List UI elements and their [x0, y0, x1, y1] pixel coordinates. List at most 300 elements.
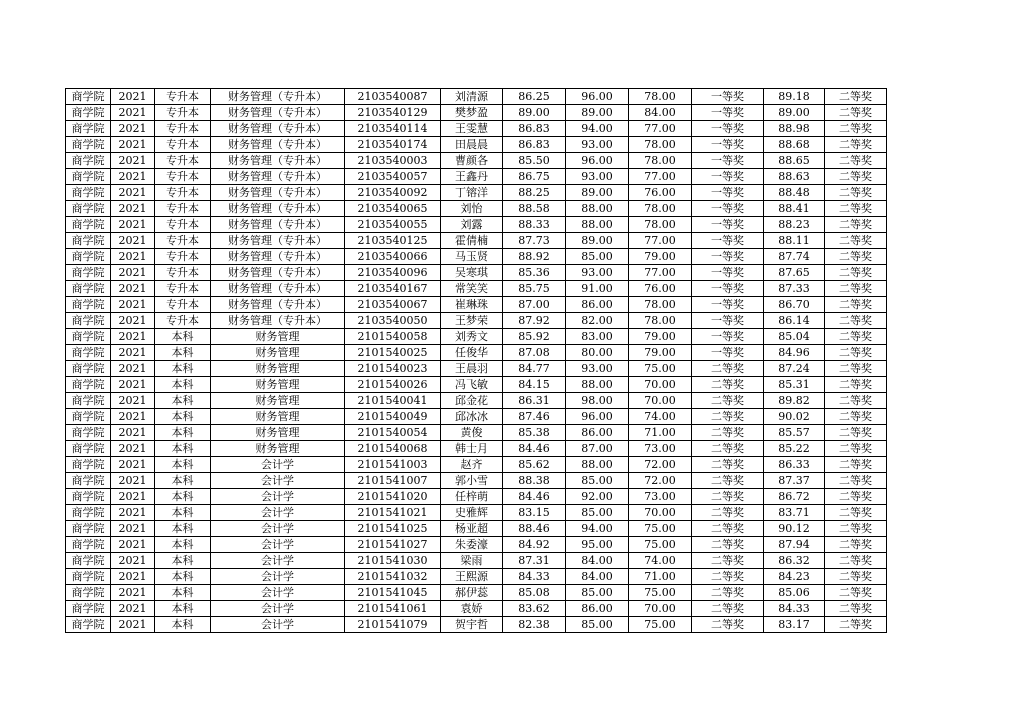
level-cell: 专升本: [155, 185, 211, 201]
score-3-cell: 76.00: [629, 185, 692, 201]
score-2-cell: 88.00: [566, 457, 629, 473]
total-score-cell: 88.23: [764, 217, 825, 233]
name-cell: 刘清源: [441, 89, 503, 105]
score-3-cell: 73.00: [629, 441, 692, 457]
score-2-cell: 84.00: [566, 569, 629, 585]
year-cell: 2021: [111, 537, 155, 553]
name-cell: 任俊华: [441, 345, 503, 361]
major-cell: 财务管理: [211, 425, 345, 441]
score-3-cell: 74.00: [629, 553, 692, 569]
name-cell: 邱冰冰: [441, 409, 503, 425]
college-cell: 商学院: [66, 617, 111, 633]
name-cell: 常笑笑: [441, 281, 503, 297]
student-id-cell: 2103540114: [345, 121, 441, 137]
level-cell: 本科: [155, 377, 211, 393]
college-cell: 商学院: [66, 489, 111, 505]
level-cell: 专升本: [155, 313, 211, 329]
year-cell: 2021: [111, 265, 155, 281]
major-cell: 财务管理（专升本）: [211, 185, 345, 201]
final-award-cell: 二等奖: [825, 169, 887, 185]
major-cell: 会计学: [211, 553, 345, 569]
score-1-cell: 83.62: [503, 601, 566, 617]
student-id-cell: 2101540068: [345, 441, 441, 457]
award-level-cell: 一等奖: [692, 249, 764, 265]
major-cell: 财务管理: [211, 441, 345, 457]
score-2-cell: 83.00: [566, 329, 629, 345]
year-cell: 2021: [111, 121, 155, 137]
award-level-cell: 一等奖: [692, 233, 764, 249]
final-award-cell: 二等奖: [825, 393, 887, 409]
award-level-cell: 一等奖: [692, 329, 764, 345]
total-score-cell: 89.00: [764, 105, 825, 121]
total-score-cell: 88.63: [764, 169, 825, 185]
level-cell: 本科: [155, 585, 211, 601]
student-id-cell: 2103540050: [345, 313, 441, 329]
major-cell: 财务管理（专升本）: [211, 249, 345, 265]
college-cell: 商学院: [66, 185, 111, 201]
major-cell: 财务管理: [211, 377, 345, 393]
name-cell: 杨亚超: [441, 521, 503, 537]
table-row: [66, 409, 887, 425]
year-cell: 2021: [111, 553, 155, 569]
student-id-cell: 2103540003: [345, 153, 441, 169]
score-2-cell: 84.00: [566, 553, 629, 569]
award-level-cell: 二等奖: [692, 521, 764, 537]
score-3-cell: 77.00: [629, 169, 692, 185]
score-3-cell: 70.00: [629, 377, 692, 393]
total-score-cell: 87.24: [764, 361, 825, 377]
total-score-cell: 90.02: [764, 409, 825, 425]
level-cell: 专升本: [155, 249, 211, 265]
score-3-cell: 72.00: [629, 457, 692, 473]
college-cell: 商学院: [66, 169, 111, 185]
year-cell: 2021: [111, 617, 155, 633]
score-2-cell: 89.00: [566, 105, 629, 121]
final-award-cell: 二等奖: [825, 201, 887, 217]
score-1-cell: 85.92: [503, 329, 566, 345]
table-row: [66, 601, 887, 617]
score-2-cell: 85.00: [566, 617, 629, 633]
final-award-cell: 二等奖: [825, 521, 887, 537]
score-1-cell: 83.15: [503, 505, 566, 521]
score-2-cell: 91.00: [566, 281, 629, 297]
college-cell: 商学院: [66, 265, 111, 281]
total-score-cell: 84.96: [764, 345, 825, 361]
student-id-cell: 2101541030: [345, 553, 441, 569]
score-2-cell: 85.00: [566, 249, 629, 265]
award-level-cell: 二等奖: [692, 457, 764, 473]
college-cell: 商学院: [66, 201, 111, 217]
major-cell: 会计学: [211, 489, 345, 505]
award-level-cell: 二等奖: [692, 617, 764, 633]
total-score-cell: 86.14: [764, 313, 825, 329]
award-level-cell: 一等奖: [692, 185, 764, 201]
total-score-cell: 89.18: [764, 89, 825, 105]
score-1-cell: 87.31: [503, 553, 566, 569]
table-row: [66, 201, 887, 217]
college-cell: 商学院: [66, 329, 111, 345]
table-row: [66, 345, 887, 361]
level-cell: 专升本: [155, 137, 211, 153]
name-cell: 王梦荣: [441, 313, 503, 329]
score-1-cell: 84.46: [503, 489, 566, 505]
name-cell: 丁镕洋: [441, 185, 503, 201]
student-id-cell: 2103540065: [345, 201, 441, 217]
student-id-cell: 2101541007: [345, 473, 441, 489]
score-3-cell: 78.00: [629, 153, 692, 169]
award-level-cell: 二等奖: [692, 441, 764, 457]
award-level-cell: 一等奖: [692, 105, 764, 121]
award-level-cell: 二等奖: [692, 553, 764, 569]
final-award-cell: 二等奖: [825, 121, 887, 137]
level-cell: 本科: [155, 553, 211, 569]
name-cell: 樊梦盈: [441, 105, 503, 121]
year-cell: 2021: [111, 361, 155, 377]
total-score-cell: 85.57: [764, 425, 825, 441]
major-cell: 财务管理（专升本）: [211, 265, 345, 281]
major-cell: 会计学: [211, 505, 345, 521]
total-score-cell: 83.71: [764, 505, 825, 521]
name-cell: 霍倩楠: [441, 233, 503, 249]
level-cell: 本科: [155, 457, 211, 473]
table-row: [66, 153, 887, 169]
score-3-cell: 78.00: [629, 201, 692, 217]
final-award-cell: 二等奖: [825, 553, 887, 569]
score-3-cell: 71.00: [629, 569, 692, 585]
level-cell: 本科: [155, 489, 211, 505]
score-3-cell: 75.00: [629, 617, 692, 633]
name-cell: 王晨羽: [441, 361, 503, 377]
table-row: [66, 329, 887, 345]
name-cell: 袁娇: [441, 601, 503, 617]
level-cell: 本科: [155, 505, 211, 521]
final-award-cell: 二等奖: [825, 457, 887, 473]
score-3-cell: 75.00: [629, 521, 692, 537]
score-2-cell: 85.00: [566, 473, 629, 489]
college-cell: 商学院: [66, 473, 111, 489]
final-award-cell: 二等奖: [825, 185, 887, 201]
final-award-cell: 二等奖: [825, 617, 887, 633]
major-cell: 会计学: [211, 569, 345, 585]
score-3-cell: 84.00: [629, 105, 692, 121]
score-2-cell: 88.00: [566, 217, 629, 233]
major-cell: 会计学: [211, 537, 345, 553]
score-1-cell: 86.31: [503, 393, 566, 409]
score-2-cell: 93.00: [566, 137, 629, 153]
total-score-cell: 88.68: [764, 137, 825, 153]
year-cell: 2021: [111, 505, 155, 521]
level-cell: 专升本: [155, 297, 211, 313]
student-id-cell: 2101541020: [345, 489, 441, 505]
score-3-cell: 78.00: [629, 137, 692, 153]
student-id-cell: 2103540167: [345, 281, 441, 297]
level-cell: 本科: [155, 601, 211, 617]
total-score-cell: 88.98: [764, 121, 825, 137]
major-cell: 财务管理: [211, 345, 345, 361]
total-score-cell: 85.06: [764, 585, 825, 601]
name-cell: 郝伊蕊: [441, 585, 503, 601]
award-level-cell: 一等奖: [692, 201, 764, 217]
award-level-cell: 二等奖: [692, 377, 764, 393]
major-cell: 会计学: [211, 521, 345, 537]
table-row: [66, 521, 887, 537]
total-score-cell: 88.65: [764, 153, 825, 169]
student-id-cell: 2103540057: [345, 169, 441, 185]
name-cell: 刘怡: [441, 201, 503, 217]
total-score-cell: 84.33: [764, 601, 825, 617]
college-cell: 商学院: [66, 297, 111, 313]
score-2-cell: 89.00: [566, 233, 629, 249]
score-3-cell: 78.00: [629, 217, 692, 233]
total-score-cell: 89.82: [764, 393, 825, 409]
table-row: [66, 617, 887, 633]
level-cell: 本科: [155, 441, 211, 457]
major-cell: 财务管理: [211, 361, 345, 377]
final-award-cell: 二等奖: [825, 153, 887, 169]
score-2-cell: 98.00: [566, 393, 629, 409]
level-cell: 本科: [155, 329, 211, 345]
award-level-cell: 一等奖: [692, 345, 764, 361]
student-id-cell: 2101541032: [345, 569, 441, 585]
student-id-cell: 2103540066: [345, 249, 441, 265]
score-3-cell: 79.00: [629, 345, 692, 361]
score-1-cell: 89.00: [503, 105, 566, 121]
table-row: [66, 537, 887, 553]
name-cell: 田晨晨: [441, 137, 503, 153]
score-3-cell: 75.00: [629, 361, 692, 377]
college-cell: 商学院: [66, 425, 111, 441]
total-score-cell: 85.31: [764, 377, 825, 393]
table-row: [66, 121, 887, 137]
score-1-cell: 85.38: [503, 425, 566, 441]
final-award-cell: 二等奖: [825, 569, 887, 585]
table-row: [66, 569, 887, 585]
college-cell: 商学院: [66, 457, 111, 473]
table-row: [66, 169, 887, 185]
college-cell: 商学院: [66, 537, 111, 553]
award-level-cell: 二等奖: [692, 601, 764, 617]
award-level-cell: 一等奖: [692, 169, 764, 185]
score-1-cell: 86.75: [503, 169, 566, 185]
score-1-cell: 87.00: [503, 297, 566, 313]
award-level-cell: 二等奖: [692, 393, 764, 409]
award-level-cell: 一等奖: [692, 121, 764, 137]
total-score-cell: 87.74: [764, 249, 825, 265]
level-cell: 专升本: [155, 89, 211, 105]
year-cell: 2021: [111, 89, 155, 105]
total-score-cell: 87.65: [764, 265, 825, 281]
score-3-cell: 78.00: [629, 297, 692, 313]
college-cell: 商学院: [66, 553, 111, 569]
major-cell: 财务管理（专升本）: [211, 153, 345, 169]
major-cell: 财务管理: [211, 409, 345, 425]
name-cell: 梁雨: [441, 553, 503, 569]
college-cell: 商学院: [66, 585, 111, 601]
name-cell: 韩士月: [441, 441, 503, 457]
year-cell: 2021: [111, 249, 155, 265]
name-cell: 王雯慧: [441, 121, 503, 137]
score-3-cell: 76.00: [629, 281, 692, 297]
year-cell: 2021: [111, 345, 155, 361]
award-level-cell: 一等奖: [692, 281, 764, 297]
student-id-cell: 2101540025: [345, 345, 441, 361]
level-cell: 本科: [155, 521, 211, 537]
student-id-cell: 2101541025: [345, 521, 441, 537]
student-id-cell: 2103540174: [345, 137, 441, 153]
college-cell: 商学院: [66, 345, 111, 361]
table-row: [66, 393, 887, 409]
award-level-cell: 一等奖: [692, 137, 764, 153]
student-id-cell: 2101541045: [345, 585, 441, 601]
major-cell: 财务管理（专升本）: [211, 105, 345, 121]
award-level-cell: 二等奖: [692, 425, 764, 441]
level-cell: 专升本: [155, 201, 211, 217]
score-2-cell: 80.00: [566, 345, 629, 361]
final-award-cell: 二等奖: [825, 409, 887, 425]
award-level-cell: 二等奖: [692, 505, 764, 521]
total-score-cell: 87.37: [764, 473, 825, 489]
score-2-cell: 93.00: [566, 361, 629, 377]
award-level-cell: 二等奖: [692, 489, 764, 505]
score-3-cell: 71.00: [629, 425, 692, 441]
college-cell: 商学院: [66, 249, 111, 265]
level-cell: 专升本: [155, 169, 211, 185]
college-cell: 商学院: [66, 89, 111, 105]
level-cell: 本科: [155, 617, 211, 633]
score-1-cell: 84.15: [503, 377, 566, 393]
year-cell: 2021: [111, 217, 155, 233]
score-2-cell: 93.00: [566, 265, 629, 281]
final-award-cell: 二等奖: [825, 265, 887, 281]
college-cell: 商学院: [66, 377, 111, 393]
major-cell: 财务管理（专升本）: [211, 89, 345, 105]
college-cell: 商学院: [66, 505, 111, 521]
award-level-cell: 一等奖: [692, 153, 764, 169]
name-cell: 冯飞敏: [441, 377, 503, 393]
score-1-cell: 88.38: [503, 473, 566, 489]
major-cell: 财务管理（专升本）: [211, 121, 345, 137]
level-cell: 专升本: [155, 233, 211, 249]
college-cell: 商学院: [66, 217, 111, 233]
year-cell: 2021: [111, 169, 155, 185]
score-1-cell: 84.77: [503, 361, 566, 377]
student-id-cell: 2101540058: [345, 329, 441, 345]
final-award-cell: 二等奖: [825, 249, 887, 265]
year-cell: 2021: [111, 105, 155, 121]
level-cell: 本科: [155, 361, 211, 377]
score-3-cell: 78.00: [629, 313, 692, 329]
level-cell: 专升本: [155, 265, 211, 281]
final-award-cell: 二等奖: [825, 217, 887, 233]
table-row: [66, 137, 887, 153]
major-cell: 财务管理（专升本）: [211, 137, 345, 153]
major-cell: 会计学: [211, 601, 345, 617]
college-cell: 商学院: [66, 601, 111, 617]
score-3-cell: 73.00: [629, 489, 692, 505]
year-cell: 2021: [111, 473, 155, 489]
score-2-cell: 86.00: [566, 601, 629, 617]
student-id-cell: 2101540026: [345, 377, 441, 393]
student-id-cell: 2101541079: [345, 617, 441, 633]
score-2-cell: 94.00: [566, 521, 629, 537]
name-cell: 赵齐: [441, 457, 503, 473]
score-1-cell: 86.83: [503, 137, 566, 153]
final-award-cell: 二等奖: [825, 585, 887, 601]
name-cell: 王鑫丹: [441, 169, 503, 185]
score-3-cell: 75.00: [629, 537, 692, 553]
score-3-cell: 78.00: [629, 89, 692, 105]
score-3-cell: 79.00: [629, 249, 692, 265]
score-1-cell: 88.92: [503, 249, 566, 265]
table-row: [66, 457, 887, 473]
total-score-cell: 88.11: [764, 233, 825, 249]
table-row: [66, 297, 887, 313]
score-2-cell: 87.00: [566, 441, 629, 457]
college-cell: 商学院: [66, 313, 111, 329]
total-score-cell: 85.22: [764, 441, 825, 457]
major-cell: 会计学: [211, 585, 345, 601]
college-cell: 商学院: [66, 441, 111, 457]
year-cell: 2021: [111, 489, 155, 505]
score-1-cell: 85.36: [503, 265, 566, 281]
total-score-cell: 90.12: [764, 521, 825, 537]
total-score-cell: 86.72: [764, 489, 825, 505]
student-id-cell: 2103540067: [345, 297, 441, 313]
score-2-cell: 89.00: [566, 185, 629, 201]
score-1-cell: 85.62: [503, 457, 566, 473]
level-cell: 本科: [155, 345, 211, 361]
score-2-cell: 86.00: [566, 297, 629, 313]
table-row: [66, 473, 887, 489]
name-cell: 马玉贤: [441, 249, 503, 265]
final-award-cell: 二等奖: [825, 489, 887, 505]
year-cell: 2021: [111, 201, 155, 217]
score-2-cell: 85.00: [566, 505, 629, 521]
level-cell: 专升本: [155, 105, 211, 121]
score-3-cell: 77.00: [629, 121, 692, 137]
award-level-cell: 一等奖: [692, 297, 764, 313]
student-id-cell: 2101540054: [345, 425, 441, 441]
table-row: [66, 265, 887, 281]
final-award-cell: 二等奖: [825, 505, 887, 521]
score-2-cell: 88.00: [566, 201, 629, 217]
score-1-cell: 88.25: [503, 185, 566, 201]
score-3-cell: 79.00: [629, 329, 692, 345]
final-award-cell: 二等奖: [825, 281, 887, 297]
student-id-cell: 2101541021: [345, 505, 441, 521]
year-cell: 2021: [111, 601, 155, 617]
level-cell: 本科: [155, 569, 211, 585]
name-cell: 郭小雪: [441, 473, 503, 489]
college-cell: 商学院: [66, 569, 111, 585]
score-1-cell: 87.08: [503, 345, 566, 361]
table-row: [66, 249, 887, 265]
college-cell: 商学院: [66, 361, 111, 377]
score-2-cell: 95.00: [566, 537, 629, 553]
major-cell: 会计学: [211, 457, 345, 473]
name-cell: 贺宇哲: [441, 617, 503, 633]
college-cell: 商学院: [66, 409, 111, 425]
table-row: [66, 281, 887, 297]
name-cell: 王熙源: [441, 569, 503, 585]
award-level-cell: 二等奖: [692, 361, 764, 377]
table-row: [66, 217, 887, 233]
year-cell: 2021: [111, 329, 155, 345]
award-level-cell: 一等奖: [692, 89, 764, 105]
final-award-cell: 二等奖: [825, 425, 887, 441]
name-cell: 崔琳珠: [441, 297, 503, 313]
score-1-cell: 84.92: [503, 537, 566, 553]
